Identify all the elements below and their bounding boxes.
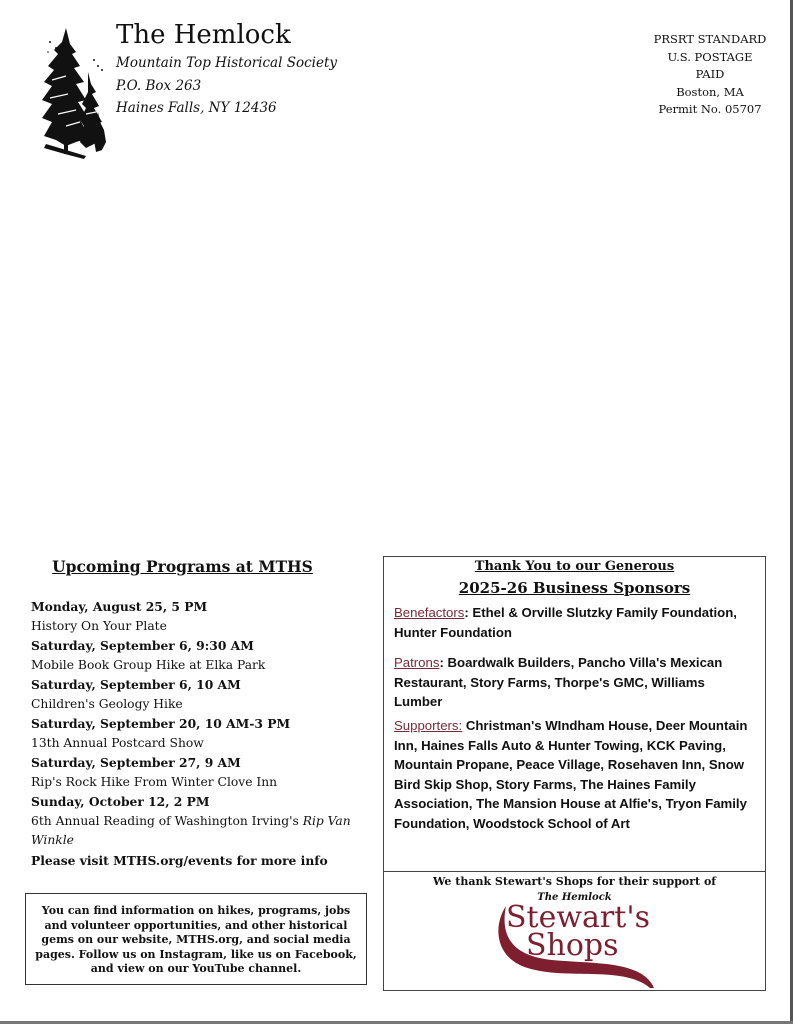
postage-line: U.S. POSTAGE bbox=[667, 49, 753, 64]
stewarts-publication: The Hemlock bbox=[537, 892, 612, 903]
supporters-paragraph bbox=[394, 716, 755, 833]
supporters-label: Supporters: bbox=[394, 718, 463, 733]
postage-line: Permit No. 05707 bbox=[658, 102, 762, 116]
event-title: Rip's Rock Hike From Winter Clove Inn bbox=[31, 774, 278, 789]
postage-line: Boston, MA bbox=[676, 84, 744, 99]
event-date: Saturday, September 6, 9:30 AM bbox=[31, 638, 254, 653]
info-text: You can find information on hikes, programs, jobs and volunteer opportunities, and other historical gems on our website, MTHS.org, and social media pages. Follow us on Instagram, like us on Facebook, and view on our YouTube channel. bbox=[35, 904, 357, 975]
postage-line: PAID bbox=[695, 67, 725, 81]
event-date: Saturday, September 20, 10 AM-3 PM bbox=[31, 716, 291, 731]
benefactors-names: : Ethel & Orville Slutzky Family Foundation, Hunter Foundation bbox=[394, 605, 737, 640]
postage-line: PRSRT STANDARD bbox=[653, 32, 767, 46]
event-title-book: Rip Van Winkle bbox=[31, 813, 351, 847]
hemlock-tree-logo bbox=[36, 22, 112, 162]
stewarts-shops-logo bbox=[492, 902, 662, 990]
sponsors-box bbox=[383, 556, 766, 872]
program-list bbox=[31, 597, 371, 870]
sponsors-heading-line2: 2025-26 Business Sponsors bbox=[458, 579, 691, 597]
sponsors-heading-line1: Thank You to our Generous bbox=[474, 559, 675, 574]
events-link[interactable]: Please visit MTHS.org/events for more info bbox=[31, 852, 328, 868]
benefactors-label: Benefactors bbox=[394, 605, 465, 620]
event-date: Saturday, September 27, 9 AM bbox=[31, 755, 241, 770]
programs-heading: Upcoming Programs at MTHS bbox=[52, 557, 313, 576]
patrons-label: Patrons bbox=[394, 655, 440, 670]
event-title: History On Your Plate bbox=[31, 618, 167, 633]
city-address: Haines Falls, NY 12436 bbox=[116, 100, 277, 116]
stewarts-thanks: We thank Stewart's Shops for their support of bbox=[432, 875, 717, 888]
patrons-paragraph bbox=[394, 653, 755, 712]
info-box bbox=[25, 893, 367, 985]
society-name: Mountain Top Historical Society bbox=[116, 55, 337, 71]
postage-indicia bbox=[640, 31, 780, 119]
event-title: Mobile Book Group Hike at Elka Park bbox=[31, 657, 266, 672]
stewarts-logo-word: Stewart's bbox=[506, 900, 650, 935]
event-date: Saturday, September 6, 10 AM bbox=[31, 677, 241, 692]
benefactors-paragraph bbox=[394, 603, 755, 642]
event-date: Sunday, October 12, 2 PM bbox=[31, 794, 210, 809]
event-title bbox=[31, 812, 371, 851]
publication-title: The Hemlock bbox=[116, 20, 291, 50]
event-title-text: 6th Annual Reading of Washington Irving's bbox=[31, 813, 303, 828]
po-box: P.O. Box 263 bbox=[116, 78, 202, 94]
event-title: Children's Geology Hike bbox=[31, 696, 183, 711]
stewarts-box bbox=[383, 871, 766, 991]
patrons-names: : Boardwalk Builders, Pancho Villa's Mexican Restaurant, Story Farms, Thorpe's GMC, Williams Lumber bbox=[394, 655, 723, 709]
shops-logo-word: Shops bbox=[526, 928, 619, 963]
event-title: 13th Annual Postcard Show bbox=[31, 735, 204, 750]
supporters-names: Christman's WIndham House, Deer Mountain Inn, Haines Falls Auto & Hunter Towing, KCK Paving, Mountain Propane, Peace Village, Rosehaven Inn, Snow Bird Skip Shop, Story Farms, The Haines Family Association, The Mansion House at Alfie's, Tryon Family Foundation, Woodstock School of Art bbox=[394, 718, 748, 831]
event-date: Monday, August 25, 5 PM bbox=[31, 599, 208, 614]
